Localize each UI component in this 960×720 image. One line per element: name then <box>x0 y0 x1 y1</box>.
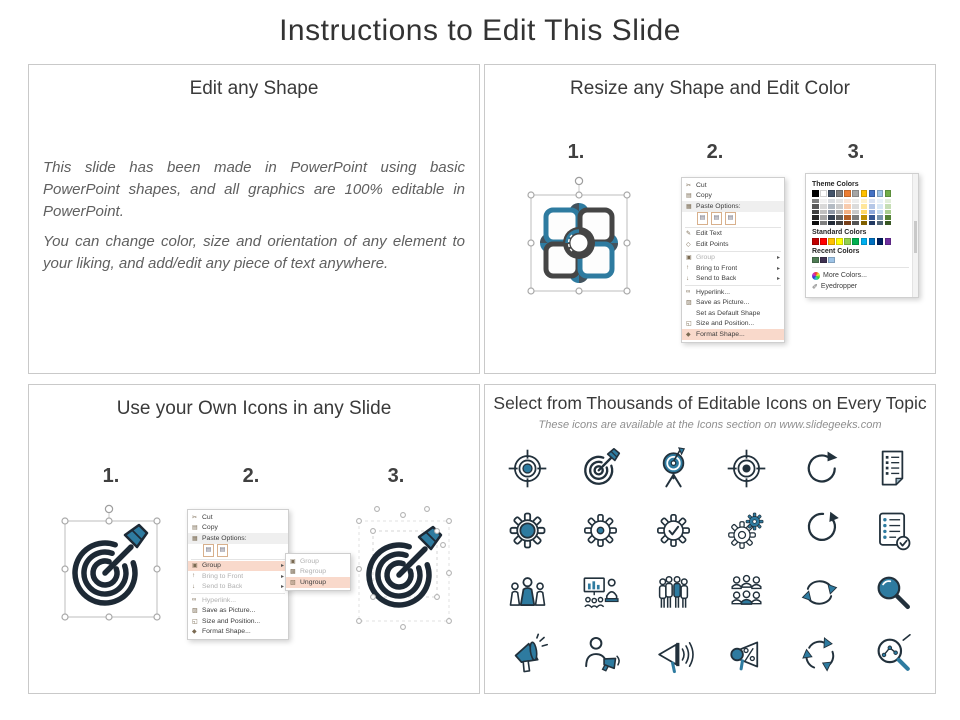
color-swatch[interactable] <box>852 199 859 204</box>
gear-core-icon <box>564 499 637 561</box>
menu-item-label: Copy <box>696 192 712 200</box>
menu-separator <box>685 251 781 252</box>
menu-item-label: Ungroup <box>300 578 327 586</box>
send-to-back-icon: ↓ <box>686 275 689 282</box>
step-number-1: 1. <box>567 141 585 163</box>
document-notes-icon <box>856 437 929 499</box>
menu-item-bring-to-front[interactable] <box>682 263 784 274</box>
color-swatch[interactable] <box>877 238 884 245</box>
color-swatch[interactable] <box>861 221 868 226</box>
color-swatch[interactable] <box>852 238 859 245</box>
panel-icon-library <box>484 384 936 694</box>
menu-item-size-and-position[interactable] <box>188 616 288 627</box>
color-swatch[interactable] <box>836 204 843 209</box>
color-swatch[interactable] <box>861 199 868 204</box>
target-dart-icon <box>564 437 637 499</box>
color-swatch[interactable] <box>820 221 827 226</box>
color-swatch[interactable] <box>869 204 876 209</box>
color-swatch[interactable] <box>861 204 868 209</box>
menu-item-label: Copy <box>202 524 218 532</box>
menu-item-label: Group <box>696 254 715 262</box>
submenu-arrow-icon: ▸ <box>776 276 780 283</box>
color-wheel-icon <box>812 272 820 280</box>
panel-heading: Edit any Shape <box>189 78 319 99</box>
step-number-3: 3. <box>387 465 405 487</box>
gear-pair-icon <box>710 499 783 561</box>
announcer-person-icon <box>564 623 637 685</box>
color-swatch[interactable] <box>861 238 868 245</box>
edit-shape-paragraph-2: You can change color, size and orientation of any element to your liking, and add/edit any piece of text anywhere. <box>43 233 465 273</box>
edit-text-icon: ✎ <box>686 231 692 238</box>
checklist-approved-icon <box>856 499 929 561</box>
menu-item-regroup[interactable] <box>286 567 350 578</box>
menu-item-label: Cut <box>202 513 213 521</box>
eyedropper-label: Eyedropper <box>820 283 858 291</box>
cut-icon: ✂ <box>686 182 692 189</box>
gear-check-icon <box>637 499 710 561</box>
sync-arrows-icon <box>783 561 856 623</box>
menu-item-label: Regroup <box>300 568 327 576</box>
color-swatch[interactable] <box>828 210 835 215</box>
color-swatch[interactable] <box>812 210 819 215</box>
paste-option-icon[interactable]: ▤ <box>697 212 708 225</box>
menu-item-label: Cut <box>696 181 707 189</box>
menu-separator <box>685 285 781 286</box>
regroup-icon: ▩ <box>290 569 296 576</box>
size-and-position-icon: ◱ <box>192 618 198 625</box>
menu-item-set-as-default-shape[interactable] <box>682 308 784 319</box>
color-swatch[interactable] <box>836 215 843 220</box>
menu-separator <box>191 559 285 560</box>
search-analytics-icon <box>856 623 929 685</box>
refresh-arrow-icon <box>783 437 856 499</box>
color-swatch[interactable] <box>844 190 851 197</box>
theme-colors-panel <box>805 173 919 298</box>
color-swatch[interactable] <box>869 215 876 220</box>
panel-heading: Use your Own Icons in any Slide <box>116 398 392 419</box>
menu-item-group[interactable] <box>188 561 288 572</box>
color-swatch[interactable] <box>828 221 835 226</box>
target-icon-ungrouped <box>347 497 459 637</box>
color-swatch[interactable] <box>828 190 835 197</box>
menu-item-format-shape[interactable] <box>682 329 784 340</box>
megaphone-outline-icon <box>637 623 710 685</box>
panel-discussion-icon <box>710 561 783 623</box>
submenu-arrow-icon: ▸ <box>280 563 284 570</box>
color-swatch[interactable] <box>820 210 827 215</box>
target-crosshair-dark-icon <box>710 437 783 499</box>
scrollbar-thumb[interactable] <box>914 221 917 253</box>
color-swatch[interactable] <box>869 190 876 197</box>
cycle-arrows-icon <box>783 623 856 685</box>
paste-options-icon: ▦ <box>686 203 692 210</box>
menu-item-label: Send to Back <box>696 275 737 283</box>
menu-item-copy[interactable] <box>682 191 784 202</box>
theme-variant-row <box>812 204 909 209</box>
menu-item-label: Format Shape... <box>202 628 251 636</box>
color-swatch[interactable] <box>844 210 851 215</box>
color-swatch[interactable] <box>844 215 851 220</box>
color-swatch[interactable] <box>812 199 819 204</box>
menu-item-ungroup[interactable] <box>286 577 350 588</box>
bring-to-front-icon: ↑ <box>686 265 689 272</box>
icon-library-subheading: These icons are available at the Icons section on www.slidegeeks.com <box>538 419 882 431</box>
color-swatch[interactable] <box>812 204 819 209</box>
menu-item-format-shape[interactable] <box>188 627 288 638</box>
theme-variant-row <box>812 199 909 204</box>
presentation-meeting-icon <box>564 561 637 623</box>
staff-group-icon <box>637 561 710 623</box>
theme-variant-row <box>812 221 909 226</box>
menu-separator <box>685 227 781 228</box>
color-swatch[interactable] <box>836 190 843 197</box>
paste-option-icon[interactable]: ▤ <box>711 212 722 225</box>
group-context-menu <box>187 509 289 640</box>
target-icon-selected <box>57 499 167 635</box>
menu-item-label: Hyperlink... <box>202 596 236 604</box>
color-swatch[interactable] <box>836 210 843 215</box>
color-swatch[interactable] <box>836 238 843 245</box>
color-swatch[interactable] <box>861 210 868 215</box>
color-swatch[interactable] <box>877 190 884 197</box>
group-icon: ▣ <box>192 563 198 570</box>
color-swatch[interactable] <box>885 238 892 245</box>
menu-item-send-to-back[interactable] <box>188 582 288 593</box>
paste-options-icon: ▦ <box>192 535 198 542</box>
paste-options-row <box>188 544 288 558</box>
color-swatch[interactable] <box>828 199 835 204</box>
panel-heading: Resize any Shape and Edit Color <box>570 78 850 99</box>
color-swatch[interactable] <box>869 210 876 215</box>
copy-icon: ▤ <box>686 193 692 200</box>
menu-item-label: Size and Position... <box>202 617 261 625</box>
color-swatch[interactable] <box>812 238 819 245</box>
target-crosshair-filled-icon <box>491 437 564 499</box>
color-swatch[interactable] <box>820 257 827 264</box>
color-swatch[interactable] <box>869 238 876 245</box>
menu-item-label: Size and Position... <box>696 320 755 328</box>
menu-item-copy[interactable] <box>188 523 288 534</box>
color-swatch[interactable] <box>820 199 827 204</box>
color-swatch[interactable] <box>869 221 876 226</box>
panel-heading: Select from Thousands of Editable Icons on Every Topic <box>493 393 927 413</box>
theme-color-variants <box>812 199 909 226</box>
color-swatch[interactable] <box>877 204 884 209</box>
color-swatch[interactable] <box>885 215 892 220</box>
menu-item-label: Group <box>300 557 319 565</box>
panel-scrollbar[interactable] <box>912 174 918 297</box>
panel-own-icons <box>28 384 480 694</box>
slide-title: Instructions to Edit This Slide <box>279 14 681 47</box>
step-number-1: 1. <box>102 465 120 487</box>
gear-solid-icon <box>491 499 564 561</box>
menu-item-size-and-position[interactable] <box>682 319 784 330</box>
menu-item-label: Save as Picture... <box>202 607 256 615</box>
color-swatch[interactable] <box>820 204 827 209</box>
menu-separator <box>191 593 285 594</box>
color-swatch[interactable] <box>852 210 859 215</box>
color-swatch[interactable] <box>812 221 819 226</box>
more-colors-item[interactable] <box>812 270 909 281</box>
format-shape-icon: ◆ <box>686 331 691 338</box>
color-swatch[interactable] <box>828 238 835 245</box>
panel-resize-shape <box>484 64 936 374</box>
color-swatch[interactable] <box>820 215 827 220</box>
color-swatch[interactable] <box>812 215 819 220</box>
ungroup-icon: ▧ <box>290 579 296 586</box>
menu-item-bring-to-front[interactable] <box>188 571 288 582</box>
theme-variant-row <box>812 210 909 215</box>
menu-item-label: Paste Options: <box>202 534 247 542</box>
icon-grid <box>491 437 929 685</box>
color-swatch[interactable] <box>828 204 835 209</box>
color-swatch[interactable] <box>844 238 851 245</box>
save-as-picture-icon: ▨ <box>686 300 692 307</box>
format-shape-icon: ◆ <box>192 629 197 636</box>
menu-item-save-as-picture[interactable] <box>682 298 784 309</box>
step-number-2: 2. <box>242 465 260 487</box>
color-swatch[interactable] <box>844 221 851 226</box>
menu-item-paste-options[interactable] <box>682 201 784 212</box>
eyedropper-item[interactable] <box>812 281 909 292</box>
color-swatch[interactable] <box>877 221 884 226</box>
size-and-position-icon: ◱ <box>686 321 692 328</box>
menu-item-group[interactable] <box>286 556 350 567</box>
color-swatch[interactable] <box>852 221 859 226</box>
menu-item-send-to-back[interactable] <box>682 274 784 285</box>
color-swatch[interactable] <box>885 204 892 209</box>
color-swatch[interactable] <box>820 238 827 245</box>
menu-item-label: Set as Default Shape <box>696 309 761 317</box>
color-swatch[interactable] <box>885 199 892 204</box>
team-leader-icon <box>491 561 564 623</box>
menu-item-cut[interactable] <box>188 512 288 523</box>
color-swatch[interactable] <box>885 190 892 197</box>
menu-item-save-as-picture[interactable] <box>188 606 288 617</box>
hyperlink-icon: ∞ <box>686 289 691 296</box>
paste-option-icon[interactable]: ▤ <box>725 212 736 225</box>
menu-item-label: Send to Back <box>202 583 243 591</box>
edit-shape-paragraph-1: This slide has been made in PowerPoint using basic PowerPoint shapes, and all graphics are 100% editable in PowerPoint. <box>43 159 465 221</box>
color-swatch[interactable] <box>812 257 819 264</box>
group-icon: ▣ <box>290 558 296 565</box>
submenu-arrow-icon: ▸ <box>776 265 780 272</box>
menu-item-hyperlink[interactable] <box>682 287 784 298</box>
discount-megaphone-icon <box>710 623 783 685</box>
color-swatch[interactable] <box>828 215 835 220</box>
menu-item-label: Bring to Front <box>202 572 244 580</box>
color-swatch[interactable] <box>828 257 835 264</box>
edit-points-icon: ◇ <box>686 241 691 248</box>
loop-arrow-icon <box>783 499 856 561</box>
color-swatch[interactable] <box>844 204 851 209</box>
menu-item-paste-options[interactable] <box>188 533 288 544</box>
recent-colors-row <box>812 257 909 264</box>
shape-context-menu <box>681 177 785 343</box>
group-submenu <box>285 553 351 591</box>
standard-colors-row <box>812 238 909 245</box>
color-swatch[interactable] <box>844 199 851 204</box>
step-number-2: 2. <box>706 141 724 163</box>
menu-item-hyperlink[interactable] <box>188 595 288 606</box>
theme-colors-row <box>812 190 909 197</box>
menu-item-cut[interactable] <box>682 180 784 191</box>
menu-item-label: Group <box>202 562 221 570</box>
magnifier-icon <box>856 561 929 623</box>
color-swatch[interactable] <box>885 210 892 215</box>
menu-item-group[interactable] <box>682 253 784 264</box>
paste-options-row <box>682 212 784 226</box>
menu-item-label: Paste Options: <box>696 202 741 210</box>
step-number-3: 3. <box>847 141 865 163</box>
menu-item-label: Edit Points <box>696 240 729 248</box>
selected-shape-graphic <box>517 171 641 309</box>
panel-edit-any-shape <box>28 64 480 374</box>
color-swatch[interactable] <box>852 190 859 197</box>
paste-option-icon[interactable]: ▤ <box>203 544 214 557</box>
color-swatch[interactable] <box>877 199 884 204</box>
menu-item-edit-points[interactable] <box>682 239 784 250</box>
bring-to-front-icon: ↑ <box>192 573 195 580</box>
color-swatch[interactable] <box>836 199 843 204</box>
cut-icon: ✂ <box>192 514 198 521</box>
theme-colors-label: Theme Colors <box>812 181 859 188</box>
save-as-picture-icon: ▨ <box>192 608 198 615</box>
menu-item-label: Save as Picture... <box>696 299 750 307</box>
color-swatch[interactable] <box>877 215 884 220</box>
color-swatch[interactable] <box>836 221 843 226</box>
hyperlink-icon: ∞ <box>192 597 197 604</box>
color-swatch[interactable] <box>852 204 859 209</box>
group-icon: ▣ <box>686 255 692 262</box>
submenu-arrow-icon: ▸ <box>776 255 780 262</box>
color-swatch[interactable] <box>861 190 868 197</box>
standard-colors-label: Standard Colors <box>812 229 867 237</box>
color-swatch[interactable] <box>877 210 884 215</box>
menu-item-label: Edit Text <box>696 230 722 238</box>
menu-item-label: Hyperlink... <box>696 288 730 296</box>
menu-item-label: Bring to Front <box>696 264 738 272</box>
recent-colors-label: Recent Colors <box>812 247 860 255</box>
eyedropper-icon: ✐ <box>812 283 818 291</box>
submenu-arrow-icon: ▸ <box>280 573 284 580</box>
color-swatch[interactable] <box>861 215 868 220</box>
submenu-arrow-icon: ▸ <box>280 584 284 591</box>
copy-icon: ▤ <box>192 525 198 532</box>
send-to-back-icon: ↓ <box>192 583 195 590</box>
dartboard-stand-icon <box>637 437 710 499</box>
menu-item-label: Format Shape... <box>696 330 745 338</box>
theme-variant-row <box>812 215 909 220</box>
color-swatch[interactable] <box>852 215 859 220</box>
paste-option-icon[interactable]: ▤ <box>217 544 228 557</box>
menu-item-edit-text[interactable] <box>682 229 784 240</box>
panel-separator <box>812 267 909 268</box>
color-swatch[interactable] <box>885 221 892 226</box>
color-swatch[interactable] <box>820 190 827 197</box>
color-swatch[interactable] <box>869 199 876 204</box>
megaphone-promo-icon <box>491 623 564 685</box>
more-colors-label: More Colors... <box>823 272 867 280</box>
color-swatch[interactable] <box>812 190 819 197</box>
